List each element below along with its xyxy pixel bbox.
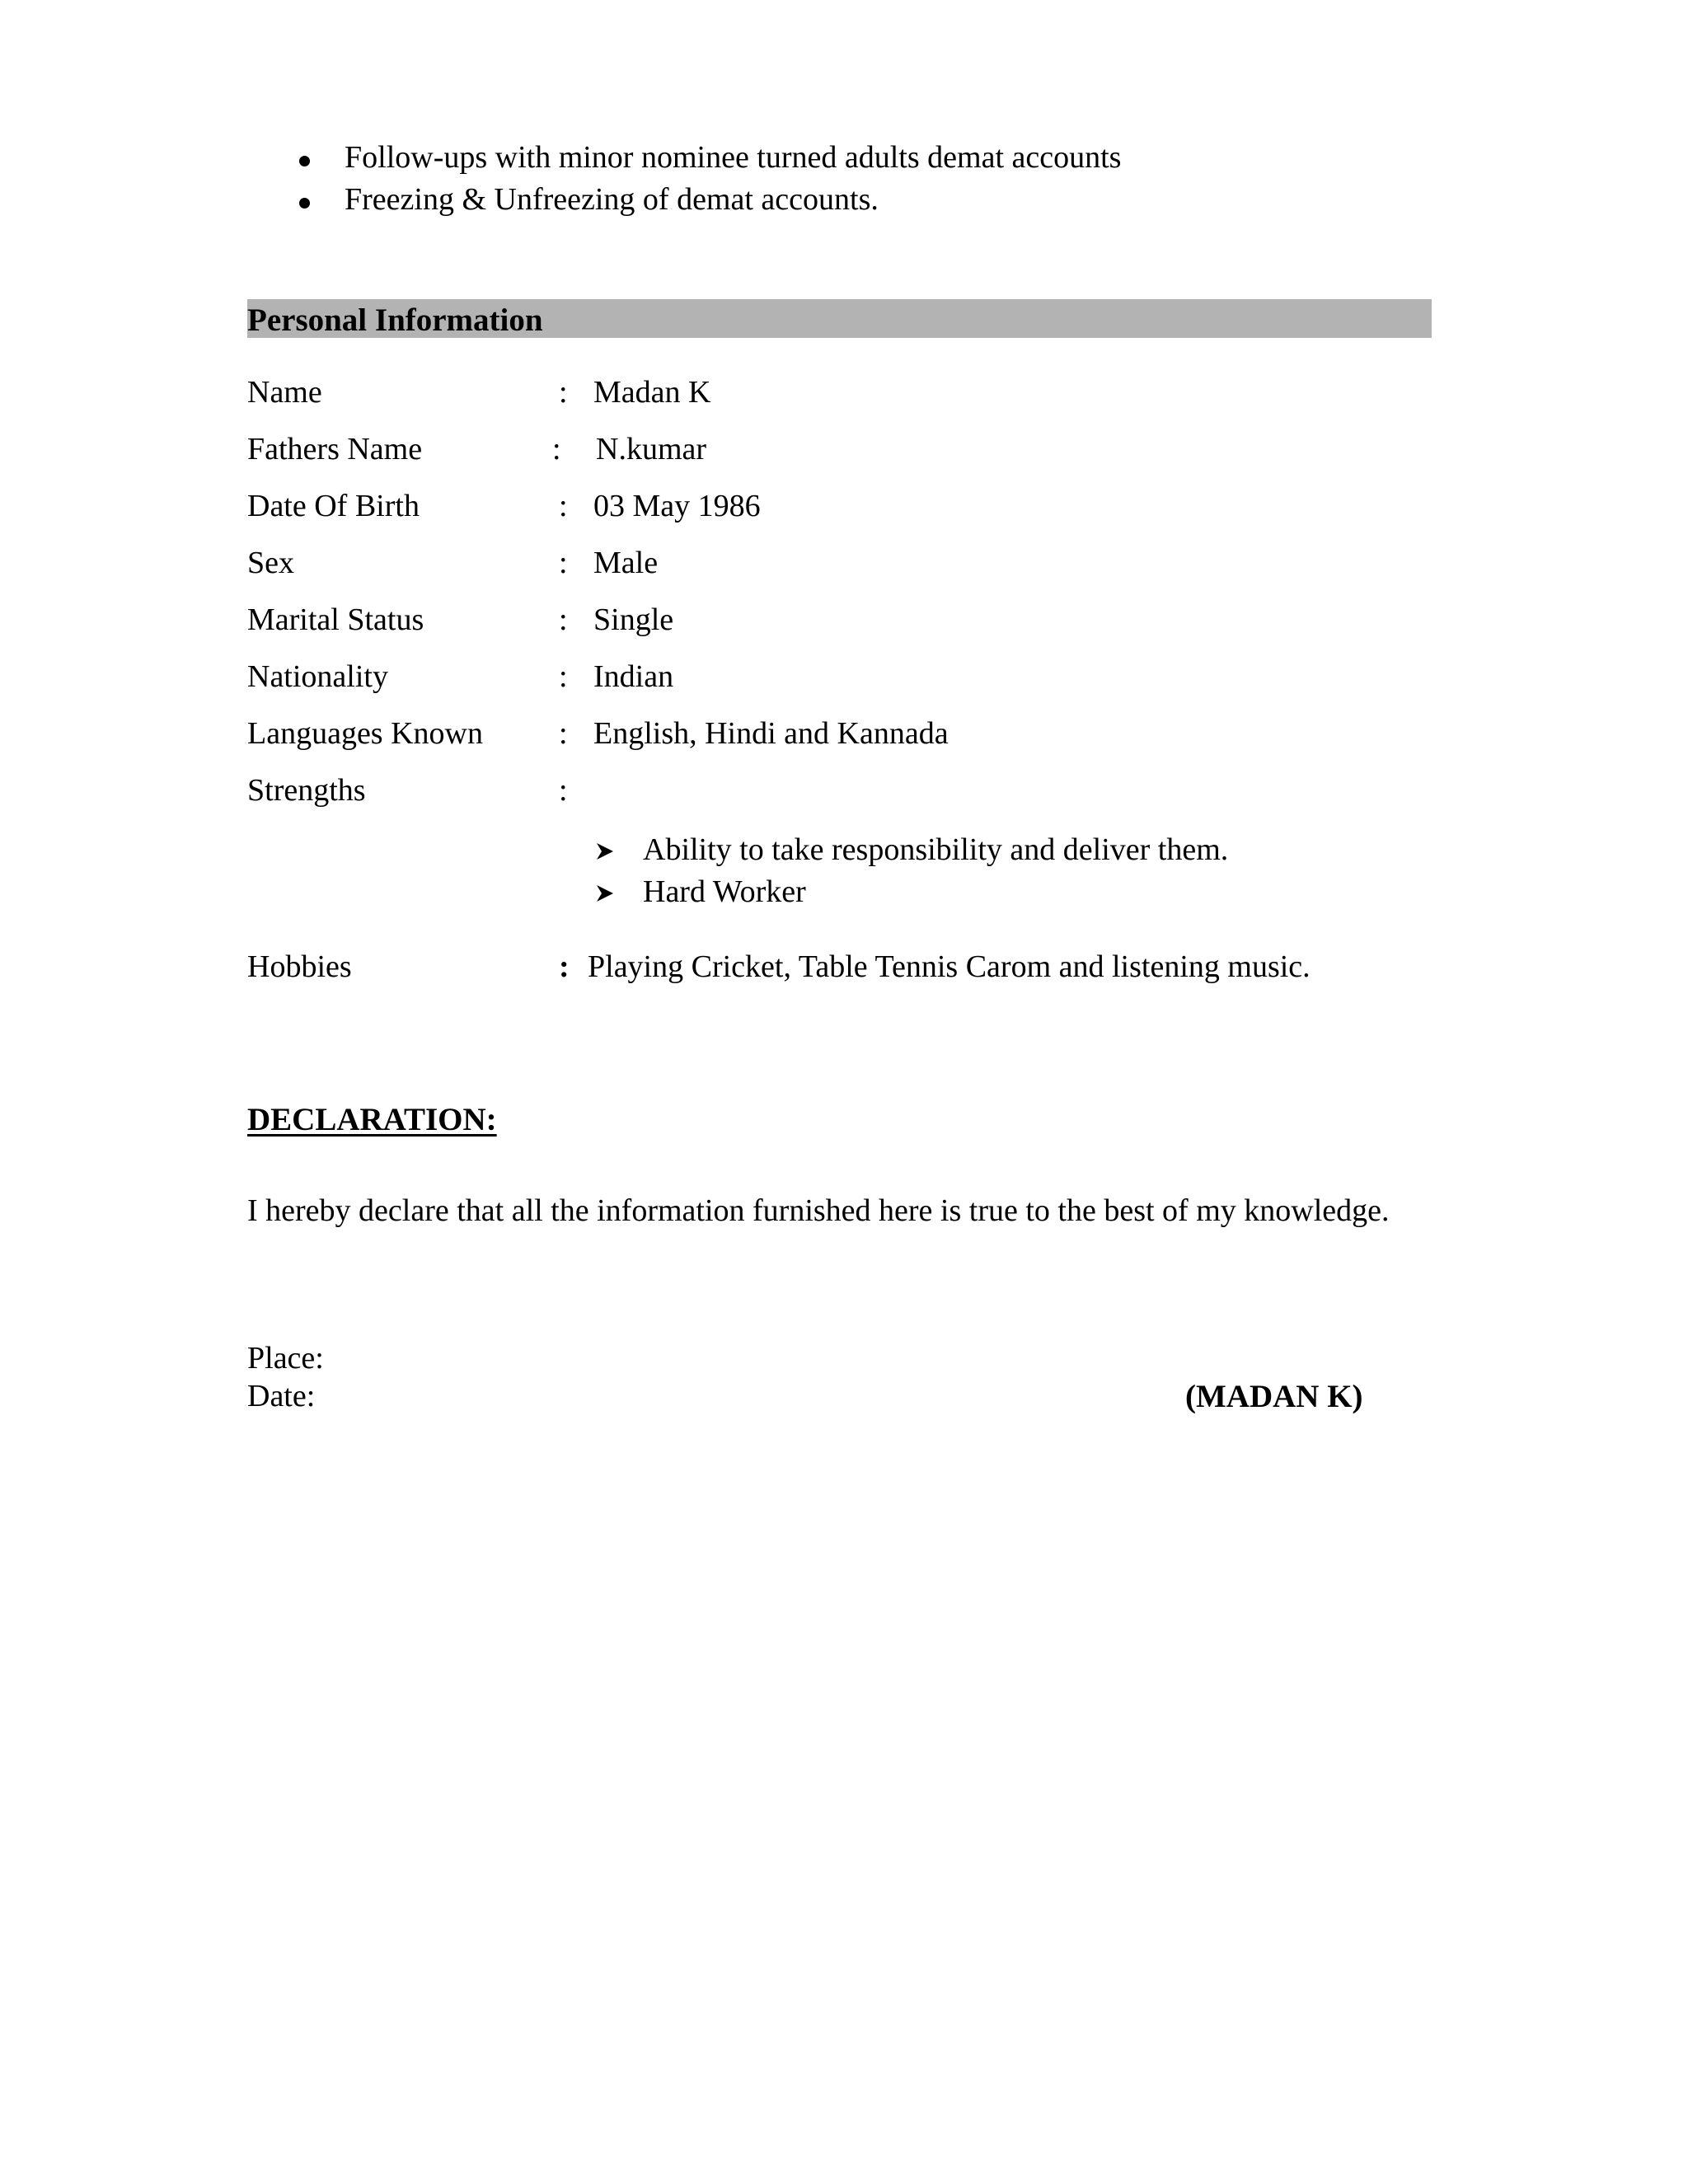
field-label-name: Name (247, 375, 322, 410)
field-separator: : (559, 602, 568, 637)
bullet-icon (299, 198, 310, 209)
field-value-date-of-birth: 03 May 1986 (593, 489, 761, 523)
list-item: Freezing & Unfreezing of demat accounts. (345, 182, 879, 217)
field-separator: : (559, 773, 568, 808)
date-label: Date: (247, 1379, 316, 1413)
field-value-languages-known: English, Hindi and Kannada (593, 716, 949, 751)
place-label: Place: (247, 1341, 324, 1376)
field-label-languages-known: Languages Known (247, 716, 483, 751)
signature-name: (MADAN K) (1185, 1379, 1363, 1414)
field-label-fathers-name: Fathers Name (247, 432, 423, 466)
list-item: Ability to take responsibility and deliver them. (643, 832, 1229, 867)
field-separator: : (559, 949, 570, 984)
section-heading: Personal Information (247, 302, 543, 338)
list-item: Follow-ups with minor nominee turned adults demat accounts (345, 140, 1122, 175)
field-label-date-of-birth: Date Of Birth (247, 489, 420, 523)
arrow-bullet-icon (595, 841, 615, 861)
field-label-sex: Sex (247, 546, 294, 580)
declaration-text: I hereby declare that all the information furnished here is true to the best of my knowledge. (247, 1193, 1390, 1228)
field-separator: : (559, 716, 568, 751)
field-separator: : (559, 489, 568, 523)
field-label-hobbies: Hobbies (247, 949, 352, 984)
field-label-marital-status: Marital Status (247, 602, 424, 637)
field-value-marital-status: Single (593, 602, 674, 637)
field-label-strengths: Strengths (247, 773, 366, 808)
field-label-nationality: Nationality (247, 659, 388, 694)
field-value-name: Madan K (593, 375, 711, 410)
field-separator: : (552, 432, 561, 466)
field-value-fathers-name: N.kumar (596, 432, 707, 466)
field-separator: : (559, 659, 568, 694)
list-item: Hard Worker (643, 874, 806, 909)
field-separator: : (559, 375, 568, 410)
declaration-heading: DECLARATION: (247, 1102, 497, 1137)
field-separator: : (559, 546, 568, 580)
arrow-bullet-icon (595, 883, 615, 903)
bullet-icon (299, 156, 310, 166)
field-value-nationality: Indian (593, 659, 674, 694)
field-value-hobbies: Playing Cricket, Table Tennis Carom and listening music. (588, 949, 1311, 984)
field-value-sex: Male (593, 546, 659, 580)
